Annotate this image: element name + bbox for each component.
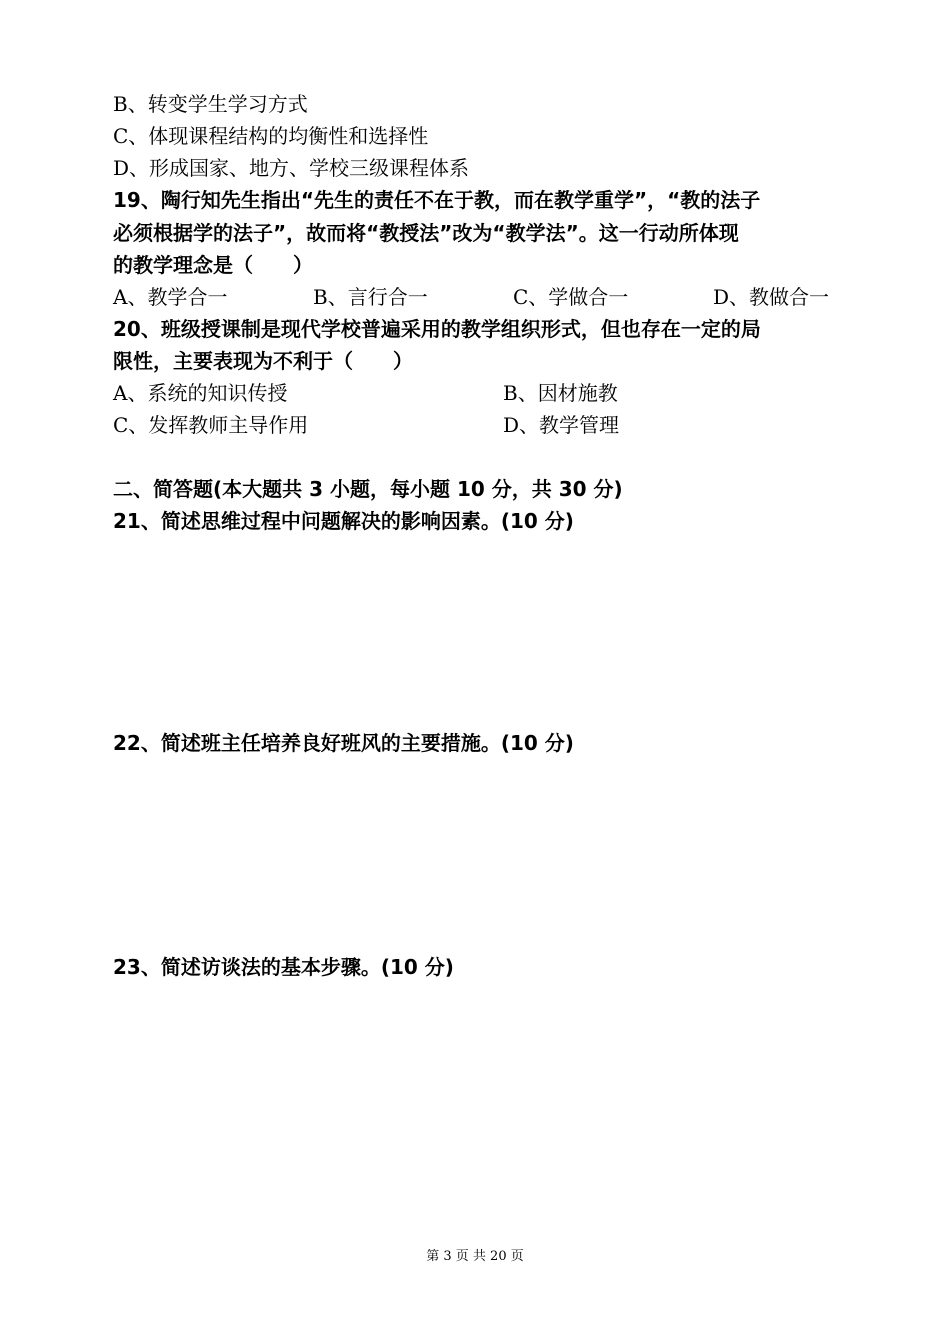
q19-stem-line-3: 的教学理念是（ ）: [113, 253, 313, 277]
q18-option-c: C、体现课程结构的均衡性和选择性: [113, 124, 429, 148]
q20-option-d: D、教学管理: [503, 413, 620, 437]
q20-option-c: C、发挥教师主导作用: [113, 413, 309, 437]
q19-option-c: C、学做合一: [513, 285, 629, 309]
q21-stem: 21、简述思维过程中问题解决的影响因素。(10 分): [113, 509, 574, 533]
q18-option-d: D、形成国家、地方、学校三级课程体系: [113, 156, 470, 180]
q19-option-a: A、教学合一: [113, 285, 228, 309]
q20-stem-line-1: 20、班级授课制是现代学校普遍采用的教学组织形式，但也存在一定的局: [113, 317, 761, 341]
section2-heading: 二、简答题(本大题共 3 小题，每小题 10 分，共 30 分): [113, 477, 623, 501]
q20-stem-line-2: 限性，主要表现为不利于（ ）: [113, 349, 413, 373]
q20-option-a: A、系统的知识传授: [113, 381, 288, 405]
q19-stem-line-2: 必须根据学的法子”，故而将“教授法”改为“教学法”。这一行动所体现: [113, 221, 739, 245]
q19-stem-line-1: 19、陶行知先生指出“先生的责任不在于教，而在教学重学”，“教的法子: [113, 188, 761, 212]
q19-option-d: D、教做合一: [713, 285, 830, 309]
q20-option-b: B、因材施教: [503, 381, 618, 405]
page-number-footer: 第 3 页 共 20 页: [426, 1249, 524, 1264]
q18-option-b: B、转变学生学习方式: [113, 92, 308, 116]
q23-stem: 23、简述访谈法的基本步骤。(10 分): [113, 955, 454, 979]
q22-stem: 22、简述班主任培养良好班风的主要措施。(10 分): [113, 731, 574, 755]
q19-option-b: B、言行合一: [313, 285, 428, 309]
